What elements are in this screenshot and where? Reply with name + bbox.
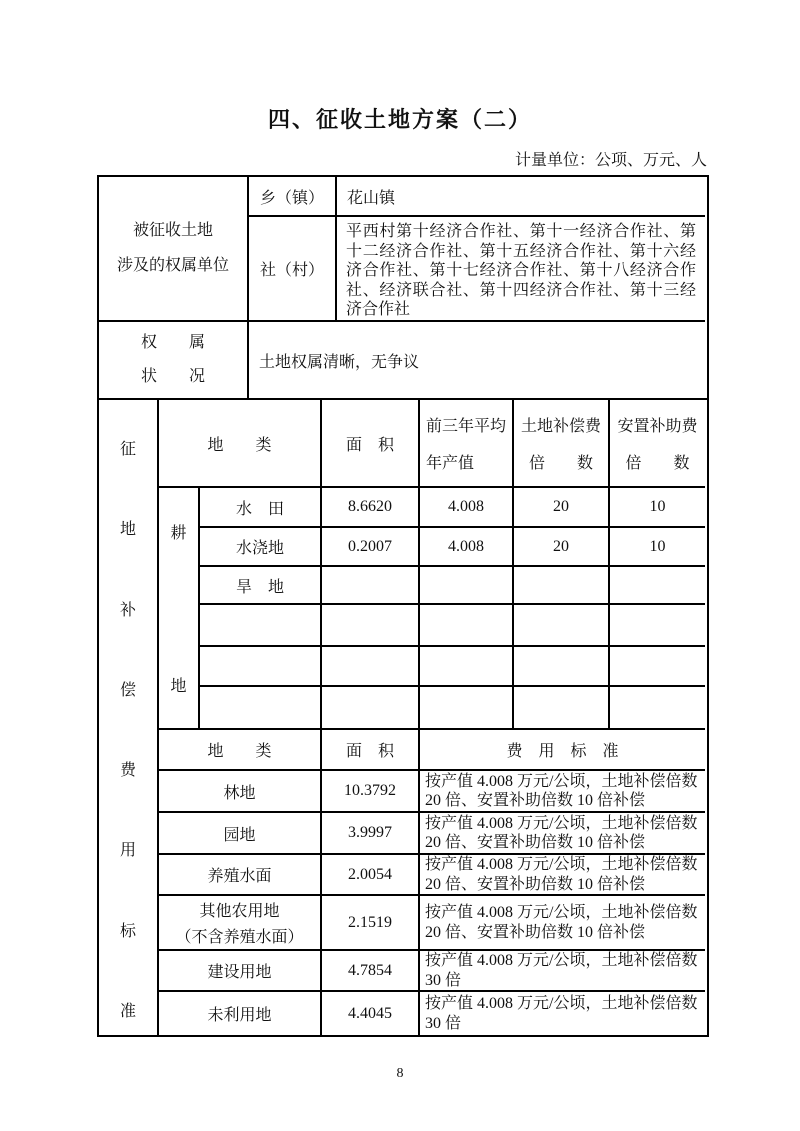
header1-avg-output: 前三年平均 年产值 (420, 400, 514, 488)
row-empty1-resettle-multiple (610, 605, 705, 647)
row-aquaculture-type: 养殖水面 (159, 855, 322, 896)
row-forest-area: 10.3792 (322, 771, 420, 813)
row-dry-area (322, 567, 420, 605)
header1-land-type: 地 类 (159, 400, 322, 488)
header1-resettle-multiple: 安置补助费 倍 数 (610, 400, 705, 488)
row-forest-standard: 按产值 4.008 万元/公顷，土地补偿倍数 20 倍、安置补助倍数 10 倍补偿 (420, 771, 705, 813)
ownership-label-cell (99, 177, 249, 322)
row-empty1-area (322, 605, 420, 647)
header2-fee-standard: 费 用 标 准 (420, 730, 705, 771)
row-other-agri-type: 其他农用地 （不含养殖水面） (159, 896, 322, 951)
row-other-agri-standard: 按产值 4.008 万元/公顷，土地补偿倍数 20 倍、安置补助倍数 10 倍补偿 (420, 896, 705, 951)
ownership-label-line1: 被征收土地 (132, 222, 213, 240)
village-label-cell: 社（村） (249, 217, 337, 322)
row-irrigated-type: 水浇地 (200, 528, 322, 567)
row-empty2-land-multiple (514, 647, 610, 687)
row-empty3-type (200, 687, 322, 730)
header2-land-type: 地 类 (159, 730, 322, 771)
page-title: 四、征收土地方案（二） (267, 107, 532, 132)
row-aquaculture-standard: 按产值 4.008 万元/公顷，土地补偿倍数 20 倍、安置补助倍数 10 倍补偿 (420, 855, 705, 896)
row-paddy-area: 8.6620 (322, 488, 420, 528)
row-construction-type: 建设用地 (159, 951, 322, 992)
land-acquisition-table (97, 175, 709, 1037)
tenure-label-line2: 状 况 (140, 368, 205, 385)
row-empty1-land-multiple (514, 605, 610, 647)
row-irrigated-land-multiple: 20 (514, 528, 610, 567)
township-label-cell: 乡（镇） (249, 177, 337, 217)
row-irrigated-area: 0.2007 (322, 528, 420, 567)
row-irrigated-output: 4.008 (420, 528, 514, 567)
row-unused-area: 4.4045 (322, 992, 420, 1035)
row-construction-area: 4.7854 (322, 951, 420, 992)
unit-note: 计量单位：公项、万元、人 (514, 152, 707, 169)
village-value-cell: 平西村第十经济合作社、第十一经济合作社、第十二经济合作社、第十五经济合作社、第十六经济合作社、第十七经济合作社、第十八经济合作社、经济联合社、第十四经济合作社、第十三经济合作社 (337, 217, 705, 322)
row-empty3-resettle-multiple (610, 687, 705, 730)
row-empty3-land-multiple (514, 687, 610, 730)
row-dry-resettle-multiple (610, 567, 705, 605)
compensation-vertical-label: 征 地 补 偿 费 用 标 准 (99, 400, 159, 1035)
row-empty2-area (322, 647, 420, 687)
row-other-agri-area: 2.1519 (322, 896, 420, 951)
row-empty3-area (322, 687, 420, 730)
cultivated-land-vertical-label: 耕 地 (159, 488, 200, 730)
row-paddy-output: 4.008 (420, 488, 514, 528)
row-dry-land-multiple (514, 567, 610, 605)
ownership-section (97, 175, 709, 400)
row-garden-standard: 按产值 4.008 万元/公顷，土地补偿倍数 20 倍、安置补助倍数 10 倍补偿 (420, 813, 705, 855)
row-unused-type: 未利用地 (159, 992, 322, 1035)
page-number: 8 (396, 1066, 404, 1081)
row-paddy-resettle-multiple: 10 (610, 488, 705, 528)
row-dry-output (420, 567, 514, 605)
tenure-label-line1: 权 属 (140, 333, 205, 351)
row-paddy-type: 水 田 (200, 488, 322, 528)
tenure-label-cell (99, 322, 249, 398)
compensation-section (97, 400, 709, 1037)
row-forest-type: 林地 (159, 771, 322, 813)
row-unused-standard: 按产值 4.008 万元/公顷，土地补偿倍数 30 倍 (425, 995, 698, 1032)
row-empty2-output (420, 647, 514, 687)
header1-land-comp-multiple: 土地补偿费 倍 数 (514, 400, 610, 488)
row-empty1-type (200, 605, 322, 647)
row-dry-type: 旱 地 (200, 567, 322, 605)
header1-area: 面 积 (322, 400, 420, 488)
row-irrigated-resettle-multiple: 10 (610, 528, 705, 567)
row-garden-area: 3.9997 (322, 813, 420, 855)
ownership-label-line2: 涉及的权属单位 (116, 256, 229, 274)
row-empty1-output (420, 605, 514, 647)
tenure-value-cell: 土地权属清晰，无争议 (259, 353, 420, 371)
row-empty3-output (420, 687, 514, 730)
row-aquaculture-area: 2.0054 (322, 855, 420, 896)
row-empty2-type (200, 647, 322, 687)
township-value-cell: 花山镇 (337, 177, 705, 217)
row-garden-type: 园地 (159, 813, 322, 855)
row-construction-standard: 按产值 4.008 万元/公顷，土地补偿倍数 30 倍 (420, 951, 705, 992)
row-paddy-land-multiple: 20 (514, 488, 610, 528)
header2-area: 面 积 (322, 730, 420, 771)
row-empty2-resettle-multiple (610, 647, 705, 687)
